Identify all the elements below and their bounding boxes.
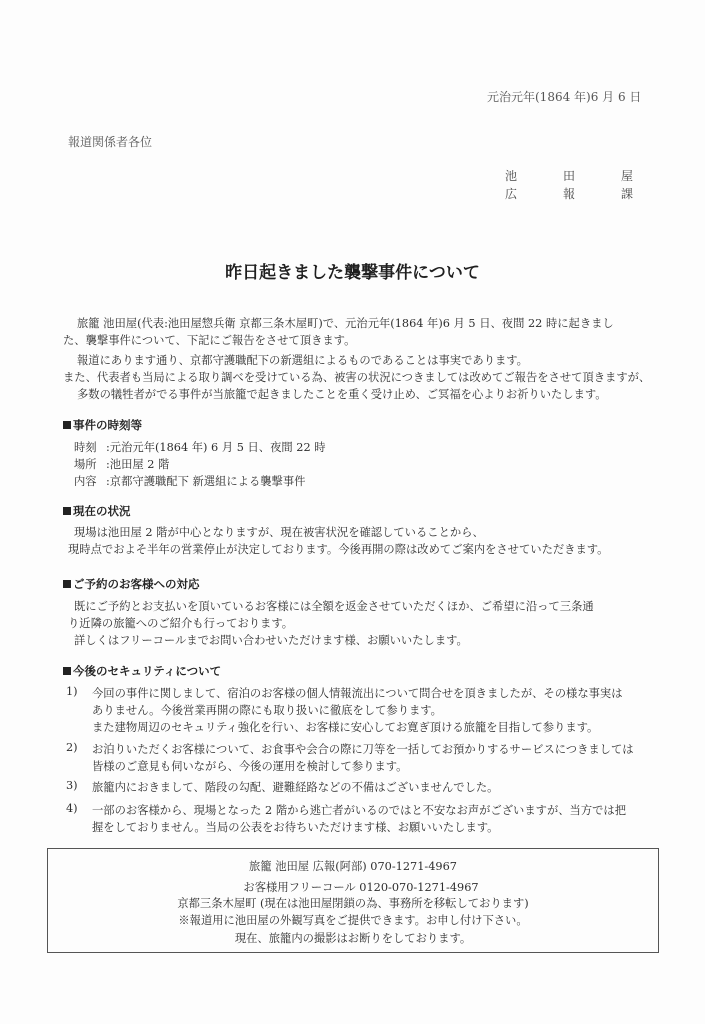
contact-photo-note: ※報道用に池田屋の外観写真をご提供できます。お申し付け下さい。 bbox=[178, 914, 528, 927]
security-item-line: 握をしておりません。当局の公表をお待ちいただけます様、お願いいたします。 bbox=[92, 821, 499, 834]
square-bullet-icon bbox=[63, 507, 71, 515]
sender-name-char: 田 bbox=[562, 169, 575, 183]
contact-address: 京都三条木屋町 (現在は池田屋閉鎖の為、事務所を移転しております) bbox=[177, 897, 529, 910]
status-line: 現場は池田屋 2 階が中心となりますが、現在被害状況を確認していることから、 bbox=[74, 526, 484, 539]
reservations-line: 既にご予約とお支払いを頂いているお客様には全額を返金させていただくほか、ご希望に沿って三条通 bbox=[74, 600, 594, 613]
incident-time: 時刻 :元治元年(1864 年) 6 月 5 日、夜間 22 時 bbox=[74, 441, 326, 454]
square-bullet-icon bbox=[63, 421, 71, 429]
security-item-line: 今回の事件に関しまして、宿泊のお客様の個人情報流出について問合せを頂きましたが、その様な事実は bbox=[92, 687, 623, 700]
document-title: 昨日起きました襲撃事件について bbox=[225, 263, 480, 283]
security-item-number: 1) bbox=[66, 685, 78, 698]
contact-freecall: お客様用フリーコール 0120-070-1271-4967 bbox=[243, 881, 479, 894]
security-item-number: 3) bbox=[66, 779, 78, 792]
reservations-line: り近隣の旅籠へのご紹介も行っております。 bbox=[68, 617, 294, 630]
square-bullet-icon bbox=[63, 667, 71, 675]
intro-line: 報道にあります通り、京都守護職配下の新選組によるものであることは事実であります。 bbox=[77, 354, 528, 367]
reservations-line: 詳しくはフリーコールまでお問い合わせいただけます様、お願いいたします。 bbox=[74, 634, 468, 647]
contact-filming-note: 現在、旅籠内の撮影はお断りをしております。 bbox=[234, 932, 472, 945]
security-item-line: 皆様のご意見も伺いながら、今後の運用を検討して参ります。 bbox=[92, 760, 408, 773]
intro-line: また、代表者も当局による取り調べを受けている為、被害の状況につきましては改めてご報告をさせて頂きますが、 bbox=[63, 371, 651, 384]
section-heading-status: 現在の状況 bbox=[63, 503, 131, 519]
contact-press-phone: 旅籠 池田屋 広報(阿部) 070-1271-4967 bbox=[249, 860, 457, 873]
intro-line: 多数の犠牲者がでる事件が当旅籠で起きましたことを重く受け止め、ご冥福を心よりお祈りいたします。 bbox=[77, 388, 607, 401]
sender-dept-char: 報 bbox=[562, 187, 575, 201]
sender-name-char: 池 bbox=[505, 169, 518, 183]
sender-dept-char: 広 bbox=[505, 187, 518, 201]
security-item-line: また建物周辺のセキュリティ強化を行い、お客様に安心してお寛ぎ頂ける旅籠を目指して参ります。 bbox=[92, 721, 599, 734]
sender-dept-char: 課 bbox=[620, 187, 633, 201]
intro-line: 旅籠 池田屋(代表:池田屋惣兵衛 京都三条木屋町)で、元治元年(1864 年)6 月 5 日、夜間 22 時に起きまし bbox=[77, 317, 614, 330]
section-heading-security: 今後のセキュリティについて bbox=[63, 663, 221, 679]
incident-content: 内容 :京都守護職配下 新選組による襲撃事件 bbox=[74, 475, 306, 488]
security-item-line: ありません。今後営業再開の際にも取り扱いに徹底をして参ります。 bbox=[92, 704, 442, 717]
status-line: 現時点でおよそ半年の営業停止が決定しております。今後再開の際は改めてご案内をさせていただきます。 bbox=[68, 543, 609, 556]
incident-place: 場所 :池田屋 2 階 bbox=[74, 458, 170, 471]
square-bullet-icon bbox=[63, 580, 71, 588]
contact-info-box bbox=[47, 848, 659, 953]
sender-department bbox=[505, 185, 633, 202]
security-item-line: 旅籠内におきまして、階段の勾配、避難経路などの不備はございませんでした。 bbox=[92, 781, 499, 794]
release-date: 元治元年(1864 年)6 月 6 日 bbox=[487, 90, 642, 104]
security-item-number: 4) bbox=[66, 802, 78, 815]
intro-line: た、襲撃事件について、下記にご報告をさせて頂きます。 bbox=[63, 334, 356, 347]
section-heading-reservations: ご予約のお客様への対応 bbox=[63, 576, 200, 592]
sender-name-char: 屋 bbox=[620, 169, 633, 183]
recipient-line: 報道関係者各位 bbox=[68, 135, 153, 149]
security-item-number: 2) bbox=[66, 741, 78, 754]
section-heading-incident: 事件の時刻等 bbox=[63, 417, 142, 433]
sender-name bbox=[505, 167, 633, 184]
security-item-line: お泊りいただくお客様について、お食事や会合の際に刀等を一括してお預かりするサービスにつきましては bbox=[92, 743, 634, 756]
security-item-line: 一部のお客様から、現場となった 2 階から逃亡者がいるのではと不安なお声がございますが、当方では把 bbox=[92, 804, 627, 817]
